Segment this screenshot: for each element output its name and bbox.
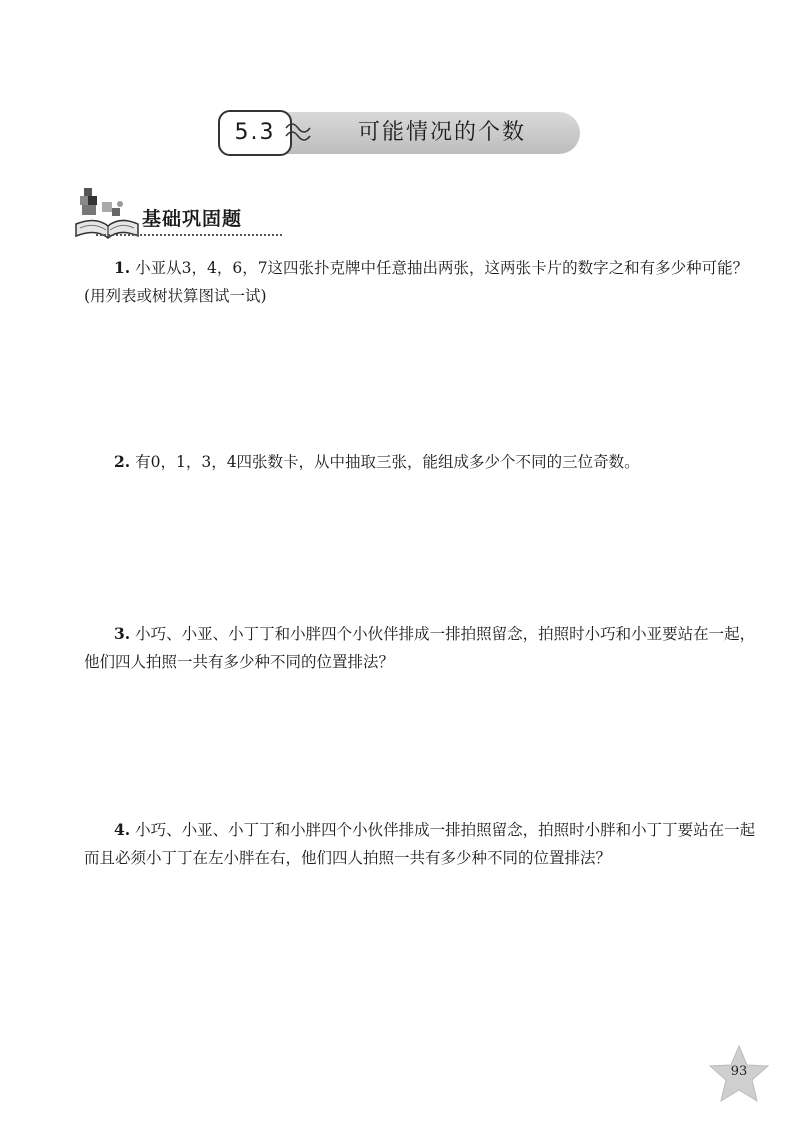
question-2 xyxy=(84,448,756,476)
section-title-banner xyxy=(218,110,584,156)
question-number: 2. xyxy=(114,452,131,471)
question-text: 小亚从3，4，6，7这四张扑克牌中任意抽出两张，这两张卡片的数字之和有多少种可能？(用列表或树状算图试一试) xyxy=(84,259,749,305)
question-text: 有0，1，3，4四张数卡，从中抽取三张，能组成多少个不同的三位奇数。 xyxy=(130,453,640,471)
section-title: 可能情况的个数 xyxy=(358,120,527,145)
question-3 xyxy=(84,620,756,676)
page-number-badge xyxy=(708,1044,770,1104)
question-text: 小巧、小亚、小丁丁和小胖四个小伙伴排成一排拍照留念，拍照时小胖和小丁丁要站在一起而且必须小丁丁在左小胖在右，他们四人拍照一共有多少种不同的位置排法？ xyxy=(84,821,756,867)
question-number: 1. xyxy=(114,258,131,277)
page-number: 93 xyxy=(730,1064,748,1079)
subheading-label: 基础巩固题 xyxy=(142,208,243,230)
question-number: 3. xyxy=(114,624,131,643)
subheading xyxy=(72,186,282,246)
subheading-underline xyxy=(96,234,282,236)
question-number: 4. xyxy=(114,820,131,839)
question-4 xyxy=(84,816,756,872)
wave-decoration-icon xyxy=(284,118,314,146)
question-text: 小巧、小亚、小丁丁和小胖四个小伙伴排成一排拍照留念，拍照时小巧和小亚要站在一起，他们四人拍照一共有多少种不同的位置排法？ xyxy=(84,625,756,671)
question-1 xyxy=(84,254,756,310)
section-number: 5.3 xyxy=(218,110,292,156)
